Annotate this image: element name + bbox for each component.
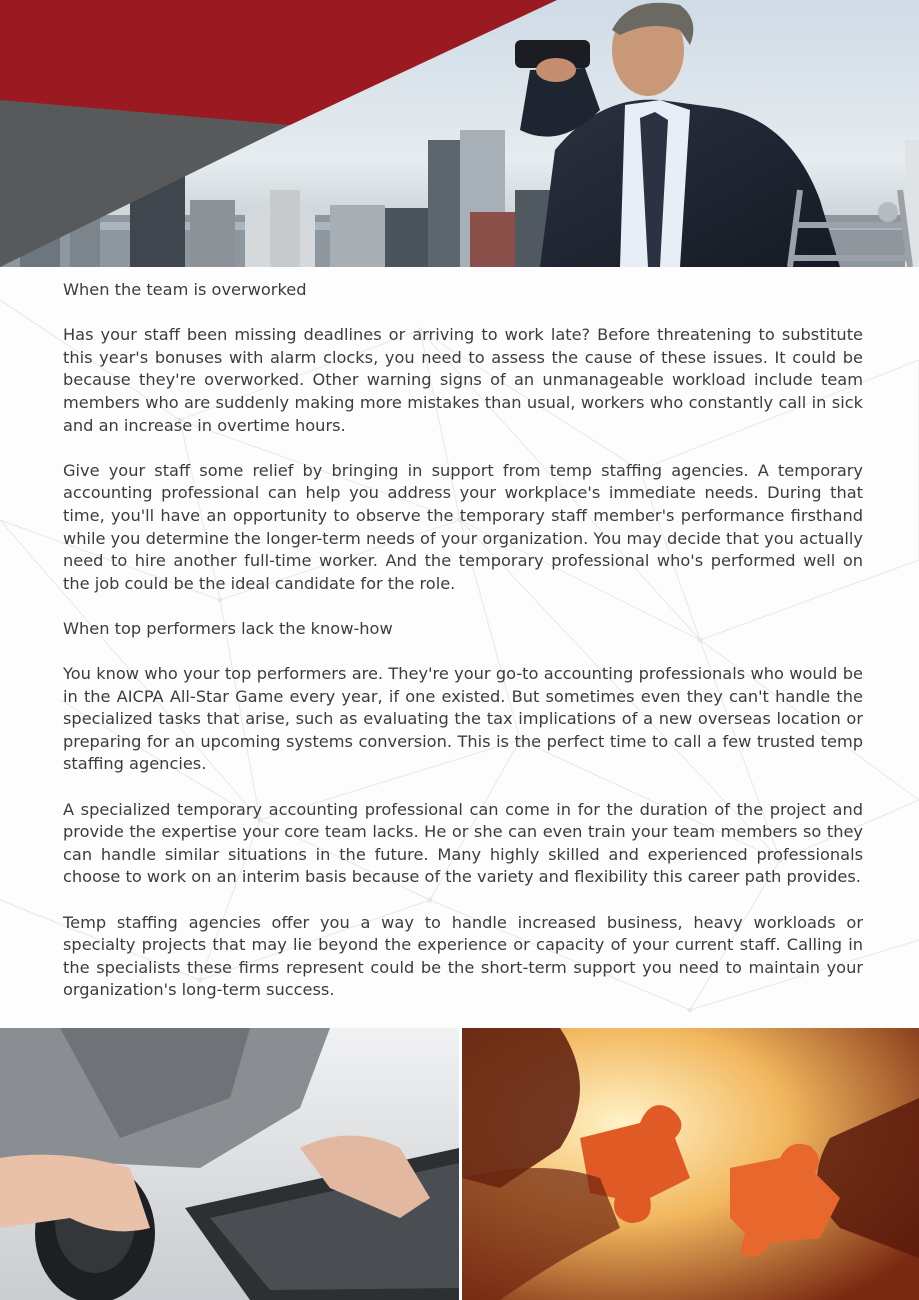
bottom-photos (0, 1028, 919, 1300)
paragraph-1: Has your staff been missing deadlines or arriving to work late? Before threatening to substitute this year's bonuses with alarm clocks, you need to assess the cause of these issues. It could be because they're overworked. Other warning signs of an unmanageable workload include team members who are suddenly making more mistakes than usual, workers who constantly call in sick and an increase in overtime hours. (63, 325, 863, 435)
hero-image (0, 0, 919, 267)
article-body (63, 279, 863, 1025)
paragraph-4: A specialized temporary accounting professional can come in for the duration of the project and provide the expertise your core team lacks. He or she can even train your team members so they can handle similar situations in the future. Many highly skilled and experienced professionals choose to work on an interim basis because of the variety and flexibility this career path provides. (63, 799, 863, 887)
photo-mouse-laptop (0, 1028, 459, 1300)
paragraph-5: Temp staffing agencies offer you a way to handle increased business, heavy workloads or specialty projects that may lie beyond the experience or capacity of your current staff. Calling in the specialists these firms represent could be the short-term support you need to maintain your organization's long-term success. (63, 912, 863, 1000)
section-heading-know-how: When top performers lack the know-how (63, 618, 393, 638)
paragraph-3: You know who your top performers are. They're your go-to accounting professionals who would be in the AICPA All-Star Game every year, if one existed. But sometimes even they can't handle the specialized tasks that arise, such as evaluating the tax implications of a new overseas location or preparing for an upcoming systems conversion. This is the perfect time to call a few trusted temp staffing agencies. (63, 664, 863, 774)
section-heading-overworked: When the team is overworked (63, 280, 307, 299)
photo-puzzle-pieces (462, 1028, 919, 1300)
hero-illustration (0, 0, 919, 267)
paragraph-2: Give your staff some relief by bringing in support from temp staffing agencies. A temporary accounting professional can help you address your workplace's immediate needs. During that time, you'll have an opportunity to observe the temporary staff member's performance firsthand while you determine the longer-term needs of your organization. You may decide that you actually need to hire another full-time worker. And the temporary professional who's performed well on the job could be the ideal candidate for the role. (63, 460, 863, 593)
